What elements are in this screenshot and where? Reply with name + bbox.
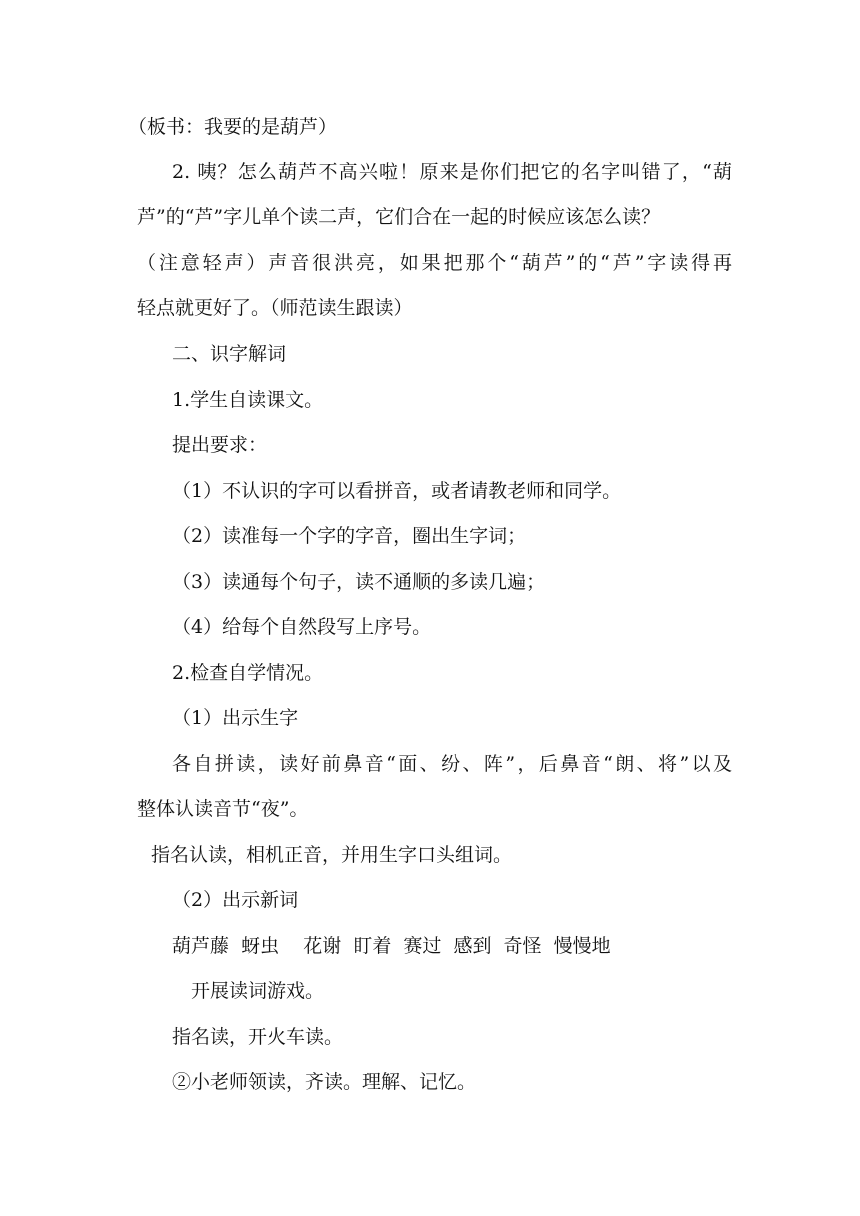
section-heading: 二、识字解词: [172, 343, 287, 365]
requirement-2: （2）读准每一个字的字音，圈出生字词；: [172, 525, 527, 547]
pronunciation-line-2: 整体认读音节“夜”。: [137, 798, 309, 820]
paragraph-2-line-2: 芦”的“芦”字儿单个读二声，它们合在一起的时候应该怎么读？: [137, 206, 661, 228]
requirements-heading: 提出要求：: [172, 434, 268, 456]
subitem-show-characters: （1）出示生字: [172, 707, 299, 729]
paragraph-3-line-2: 轻点就更好了。（师范读生跟读）: [137, 297, 413, 319]
subitem-show-words: （2）出示新词: [172, 889, 299, 911]
item-self-reading: 1.学生自读课文。: [172, 389, 324, 411]
pronunciation-line-1: 各自拼读，读好前鼻音“面、纷、阵”，后鼻音“朗、将”以及: [172, 753, 732, 775]
reading-practice-line: 指名读，开火车读。: [172, 1026, 344, 1048]
word-game-line: 开展读词游戏。: [191, 980, 325, 1002]
blackboard-note-line: （板书：我要的是葫芦）: [128, 116, 338, 138]
paragraph-2-line-1: 2. 咦？怎么葫芦不高兴啦！原来是你们把它的名字叫错了，“葫: [172, 161, 732, 183]
requirement-4: （4）给每个自然段写上序号。: [172, 616, 432, 638]
requirement-3: （3）读通每个句子，读不通顺的多读几遍；: [172, 571, 546, 593]
character-practice-line: 指名认读，相机正音，并用生字口头组词。: [151, 844, 513, 866]
word-list: 葫芦藤 蚜虫 花谢 盯着 赛过 感到 奇怪 慢慢地: [172, 935, 611, 957]
little-teacher-line: ②小老师领读，齐读。理解、记忆。: [172, 1071, 477, 1093]
item-check-self-study: 2.检查自学情况。: [172, 662, 324, 684]
paragraph-3-line-1: （注意轻声）声音很洪亮，如果把那个“葫芦”的“芦”字读得再: [137, 252, 732, 274]
requirement-1: （1）不认识的字可以看拼音，或者请教老师和同学。: [172, 480, 622, 502]
